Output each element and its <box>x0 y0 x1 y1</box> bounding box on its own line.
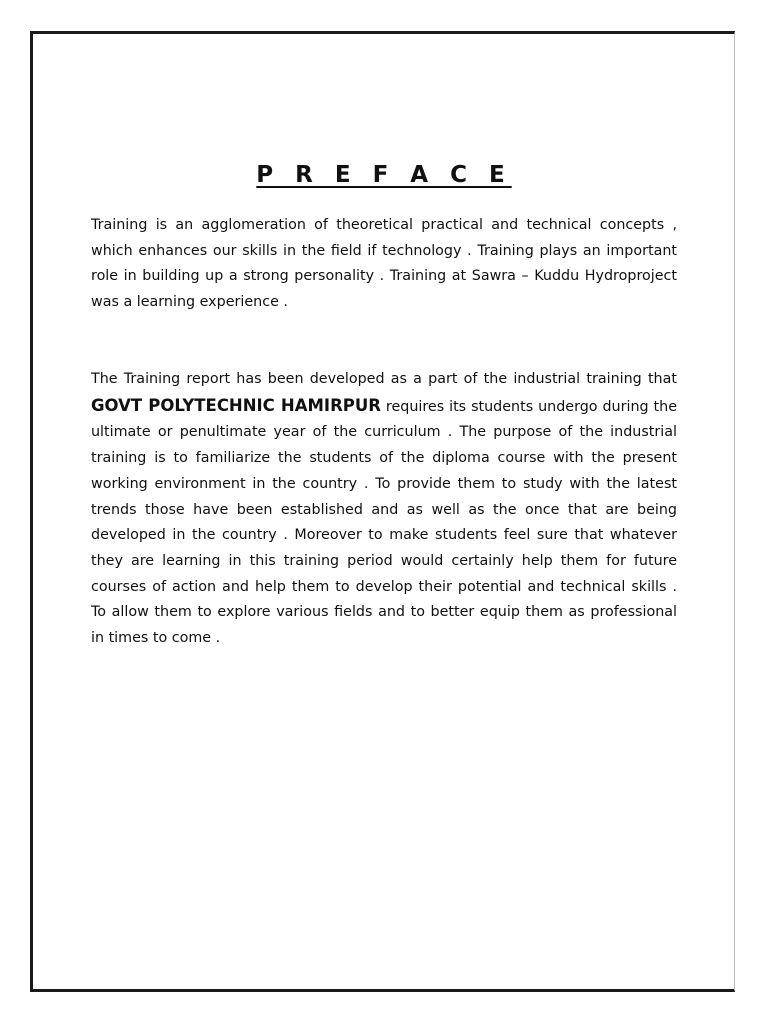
preface-paragraph-2 <box>91 367 677 652</box>
paragraph-2-lead: The Training report has been developed as a part of the industrial training that <box>91 371 677 387</box>
paragraph-2-rest: requires its students undergo during the ultimate or penultimate year of the curriculum . The purpose of the industrial training is to familiarize the students of the diploma course with the present working environment in the country . To provide them to study with the latest trends those have been established and as well as the once that are being developed in the country . Moreover to make students feel sure that whatever they are learning in this training period would certainly help them for future courses of action and help them to develop their potential and technical skills . To allow them to explore various fields and to better equip them as professional in times to come . <box>91 398 677 647</box>
preface-paragraph-1 <box>91 213 677 316</box>
paragraph-1-text: Training is an agglomeration of theoretical practical and technical concepts , which enhances our skills in the field if technology . Training plays an important role in building up a strong personality . Training at Sawra – Kuddu Hydroproject was a learning experience . <box>91 217 677 311</box>
institution-name: GOVT POLYTECHNIC HAMIRPUR <box>91 395 381 415</box>
page-title: P R E F A C E <box>256 162 512 188</box>
